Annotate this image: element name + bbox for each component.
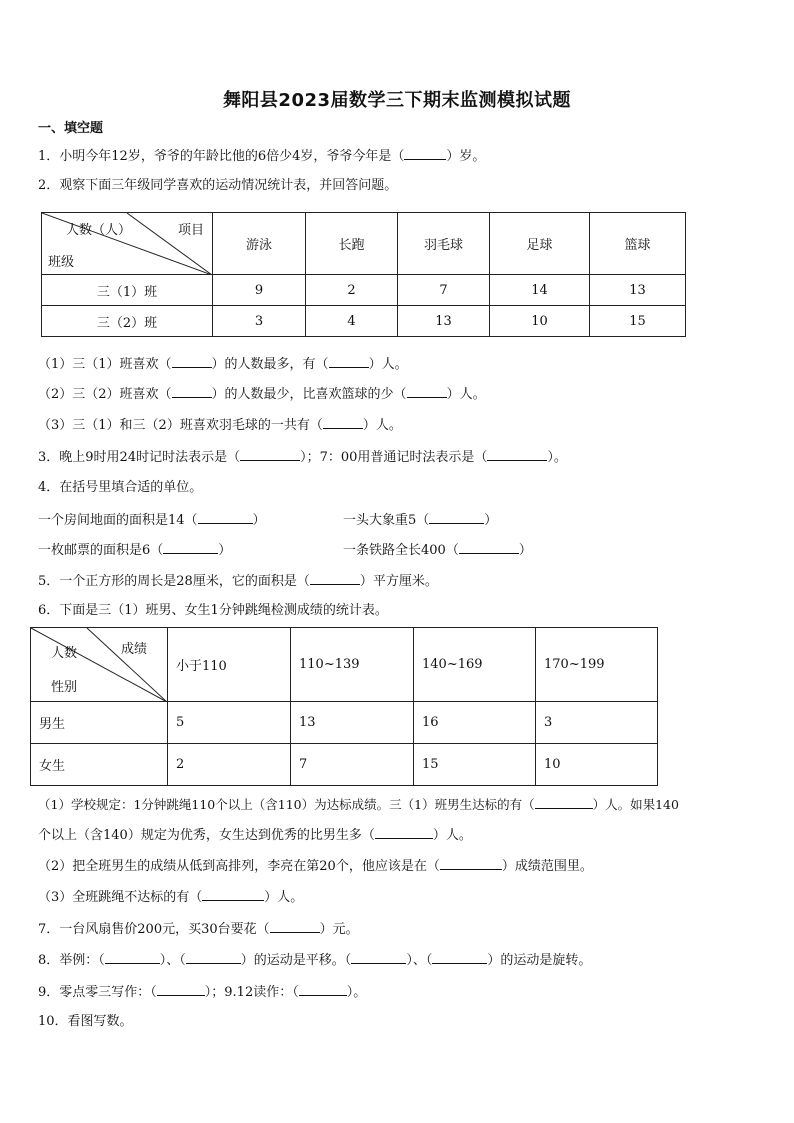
table-cell: 2 — [168, 744, 291, 786]
table-cell: 13 — [291, 702, 414, 744]
question-7: 7．一台风扇售价200元，买30台要花（ ）元。 — [38, 922, 359, 937]
question-10: 10．看图写数。 — [38, 1014, 133, 1029]
question-6-sub-1: （1）学校规定：1分钟跳绳110个以上（含110）为达标成绩。三（1）班男生达标的有（ ）人。如果140 — [38, 797, 679, 812]
question-4-item: 一枚邮票的面积是6（ ） — [38, 543, 232, 558]
table-cell: 7 — [291, 744, 414, 786]
answer-blank[interactable] — [351, 951, 406, 964]
section-heading: 一、填空题 — [38, 121, 104, 136]
question-4-intro: 4．在括号里填合适的单位。 — [38, 480, 203, 495]
question-2-intro: 2．观察下面三年级同学喜欢的运动情况统计表，并回答问题。 — [38, 178, 398, 193]
sports-table — [41, 212, 686, 337]
answer-blank[interactable] — [407, 385, 447, 398]
header-class-label: 班级 — [48, 255, 75, 270]
header-item-label: 项目 — [178, 223, 205, 238]
table-cell: 16 — [414, 702, 536, 744]
answer-blank[interactable] — [202, 888, 264, 901]
column-header: 小于110 — [168, 628, 291, 702]
table-cell: 3 — [213, 306, 306, 337]
answer-blank[interactable] — [323, 416, 363, 429]
answer-blank[interactable] — [105, 951, 160, 964]
page-title: 舞阳县2023届数学三下期末监测模拟试题 — [222, 90, 572, 111]
answer-blank[interactable] — [329, 355, 369, 368]
answer-blank[interactable] — [299, 983, 347, 996]
row-label: 女生 — [31, 744, 168, 786]
answer-blank[interactable] — [310, 572, 360, 585]
table-row — [42, 306, 686, 337]
column-header: 篮球 — [590, 213, 686, 275]
table-cell: 13 — [398, 306, 490, 337]
answer-blank[interactable] — [270, 920, 320, 933]
table-cell: 14 — [490, 275, 590, 306]
answer-blank[interactable] — [172, 355, 212, 368]
column-header: 110~139 — [291, 628, 414, 702]
answer-blank[interactable] — [440, 857, 502, 870]
answer-blank[interactable] — [404, 147, 446, 160]
question-2-sub-1: （1）三（1）班喜欢（ ）的人数最多，有（ ）人。 — [38, 357, 408, 372]
answer-blank[interactable] — [432, 951, 487, 964]
table-row — [31, 702, 658, 744]
answer-blank[interactable] — [157, 983, 205, 996]
table-row — [42, 275, 686, 306]
answer-blank[interactable] — [459, 541, 519, 554]
answer-blank[interactable] — [240, 448, 300, 461]
question-1: 1．小明今年12岁，爷爷的年龄比他的6倍少4岁，爷爷今年是（ ）岁。 — [38, 149, 486, 164]
question-8: 8．举例：（ ）、（ ）的运动是平移。（ ）、（ ）的运动是旋转。 — [38, 953, 592, 968]
table-cell: 10 — [536, 744, 658, 786]
table-cell: 13 — [590, 275, 686, 306]
question-3: 3．晚上9时用24时记时法表示是（ ）；7：00用普通记时法表示是（ ）。 — [38, 450, 567, 465]
column-header: 游泳 — [213, 213, 306, 275]
column-header: 140~169 — [414, 628, 536, 702]
question-6-sub-1-cont: 个以上（含140）规定为优秀，女生达到优秀的比男生多（ ）人。 — [38, 828, 472, 843]
table-cell: 4 — [306, 306, 398, 337]
table-cell: 15 — [590, 306, 686, 337]
table-cell: 2 — [306, 275, 398, 306]
question-9: 9．零点零三写作：（ ）；9.12读作：（ ）。 — [38, 985, 367, 1000]
table-cell: 15 — [414, 744, 536, 786]
table-cell: 5 — [168, 702, 291, 744]
question-5: 5．一个正方形的周长是28厘米，它的面积是（ ）平方厘米。 — [38, 574, 438, 589]
column-header: 羽毛球 — [398, 213, 490, 275]
question-2-sub-3: （3）三（1）和三（2）班喜欢羽毛球的一共有（ ）人。 — [38, 418, 402, 433]
question-2-sub-2: （2）三（2）班喜欢（ ）的人数最少，比喜欢篮球的少（ ）人。 — [38, 387, 486, 402]
table-row — [31, 744, 658, 786]
question-4-item: 一个房间地面的面积是14（ ） — [38, 513, 266, 528]
row-label: 男生 — [31, 702, 168, 744]
question-4-item: 一条铁路全长400（ ） — [343, 543, 532, 558]
header-people-label: 人数（人） — [66, 223, 132, 238]
table-cell: 10 — [490, 306, 590, 337]
question-6-intro: 6．下面是三（1）班男、女生1分钟跳绳检测成绩的统计表。 — [38, 603, 388, 618]
table-cell: 3 — [536, 702, 658, 744]
column-header: 长跑 — [306, 213, 398, 275]
answer-blank[interactable] — [198, 511, 253, 524]
question-6-sub-2: （2）把全班男生的成绩从低到高排列，李亮在第20个，他应该是在（ ）成绩范围里。 — [38, 859, 593, 874]
answer-blank[interactable] — [429, 511, 484, 524]
column-header: 170~199 — [536, 628, 658, 702]
table-header-diagonal — [31, 628, 168, 702]
header-score-label: 成绩 — [121, 642, 148, 657]
answer-blank[interactable] — [487, 448, 547, 461]
row-label: 三（2）班 — [42, 306, 213, 337]
row-label: 三（1）班 — [42, 275, 213, 306]
table-cell: 9 — [213, 275, 306, 306]
answer-blank[interactable] — [375, 826, 433, 839]
table-cell: 7 — [398, 275, 490, 306]
header-gender-label: 性别 — [51, 680, 78, 695]
question-6-sub-3: （3）全班跳绳不达标的有（ ）人。 — [38, 890, 304, 905]
table-header-diagonal — [42, 213, 213, 275]
answer-blank[interactable] — [163, 541, 218, 554]
jump-rope-table — [30, 627, 658, 786]
question-4-item: 一头大象重5（ ） — [343, 513, 498, 528]
column-header: 足球 — [490, 213, 590, 275]
header-people-label: 人数 — [51, 646, 78, 661]
answer-blank[interactable] — [535, 796, 593, 809]
answer-blank[interactable] — [172, 385, 212, 398]
answer-blank[interactable] — [186, 951, 241, 964]
